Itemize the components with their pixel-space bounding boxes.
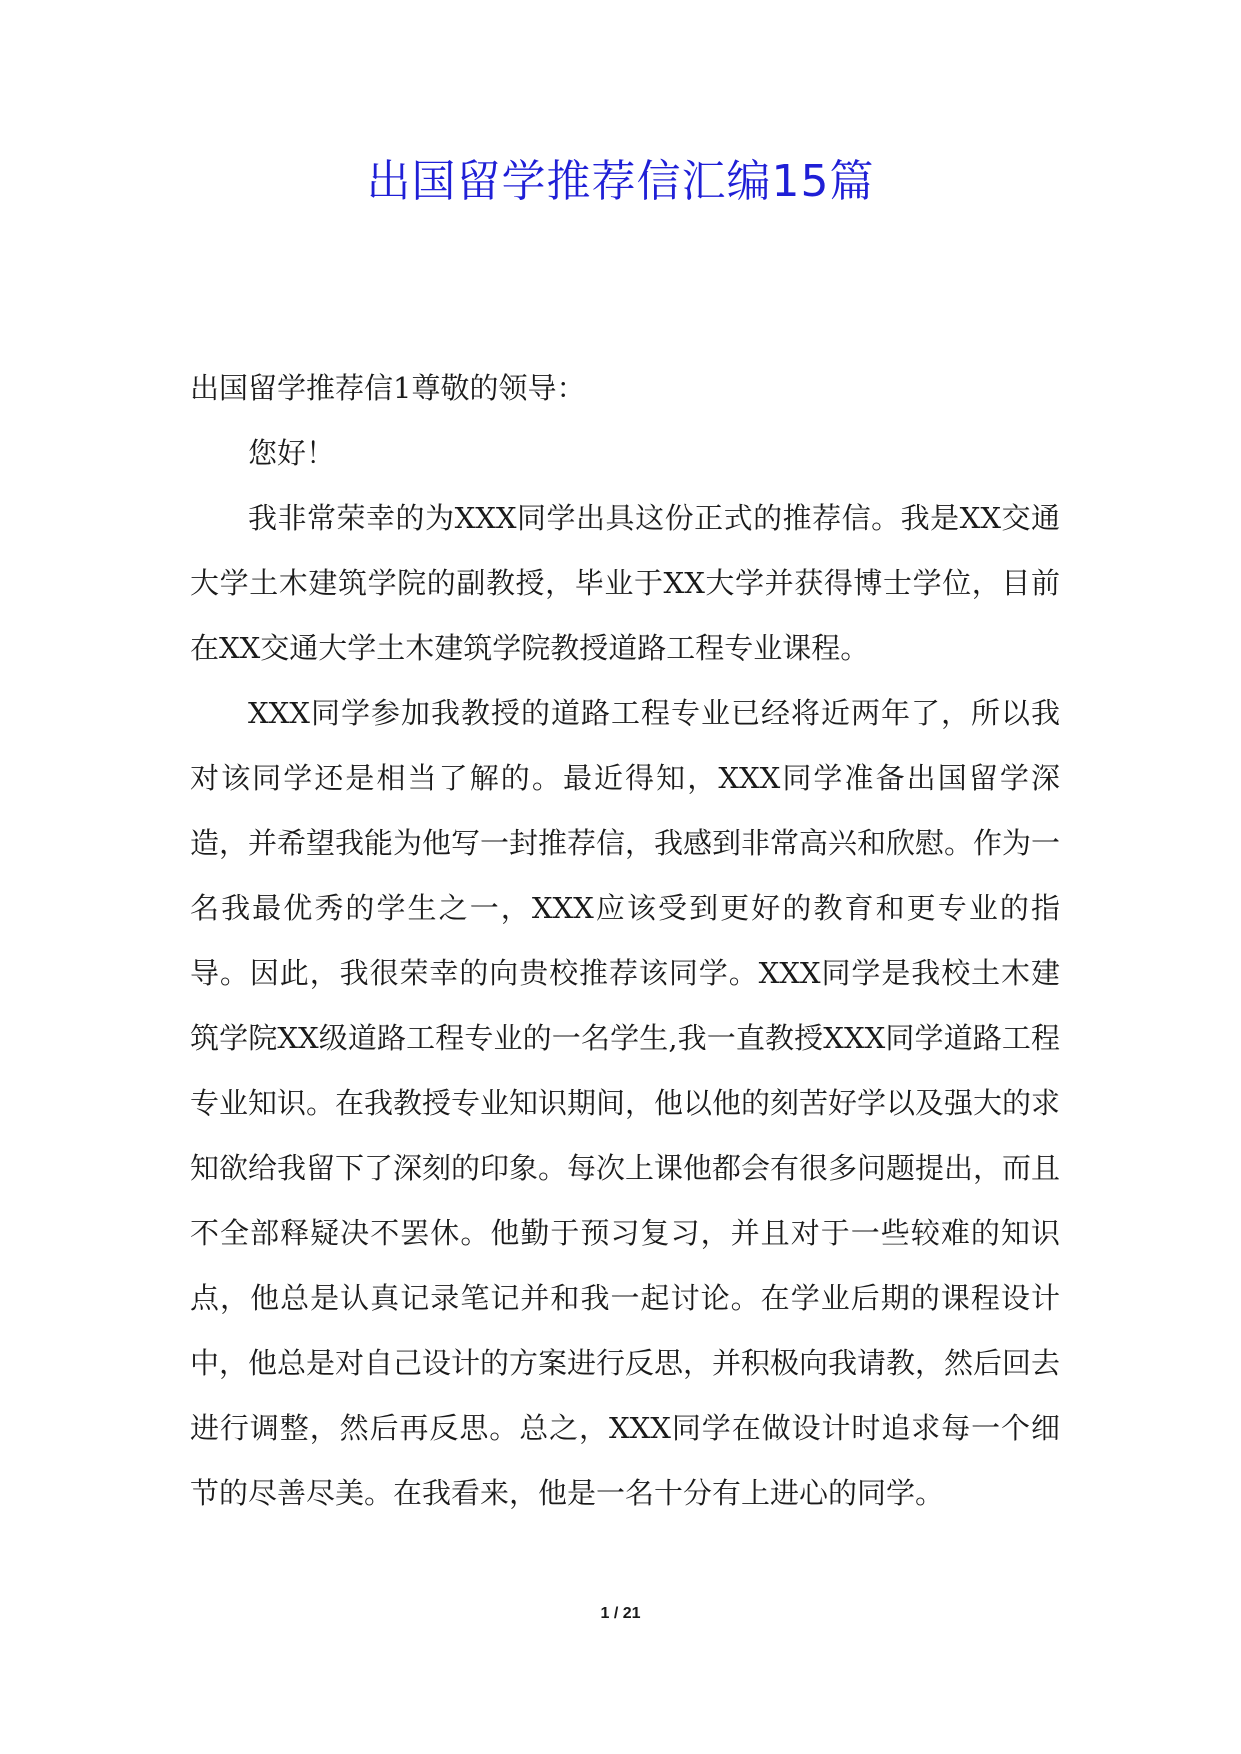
page-number: 1 / 21 — [600, 1605, 641, 1622]
heading-line: 出国留学推荐信1尊敬的领导： — [190, 371, 586, 405]
document-body — [190, 356, 1060, 1526]
paragraph-2: XXX同学参加我教授的道路工程专业已经将近两年了，所以我对该同学还是相当了解的。最近得知，XXX同学准备出国留学深造，并希望我能为他写一封推荐信，我感到非常高兴和欣慰。作为一名我最优秀的学生之一，XXX应该受到更好的教育和更专业的指导。因此，我很荣幸的向贵校推荐该同学。XXX同学是我校土木建筑学院XX级道路工程专业的一名学生,我一直教授XXX同学道路工程专业知识。在我教授专业知识期间，他以他的刻苦好学以及强大的求知欲给我留下了深刻的印象。每次上课他都会有很多问题提出，而且不全部释疑决不罢休。他勤于预习复习，并且对于一些较难的知识点，他总是认真记录笔记并和我一起讨论。在学业后期的课程设计中，他总是对自己设计的方案进行反思，并积极向我请教，然后回去进行调整，然后再反思。总之，XXX同学在做设计时追求每一个细节的尽善尽美。在我看来，他是一名十分有上进心的同学。 — [190, 696, 1061, 1510]
greeting: 您好！ — [248, 436, 336, 470]
document-title: 出国留学推荐信汇编15篇 — [366, 156, 875, 207]
paragraph-1: 我非常荣幸的为XXX同学出具这份正式的推荐信。我是XX交通大学土木建筑学院的副教授，毕业于XX大学并获得博士学位，目前在XX交通大学土木建筑学院教授道路工程专业课程。 — [190, 501, 1060, 665]
